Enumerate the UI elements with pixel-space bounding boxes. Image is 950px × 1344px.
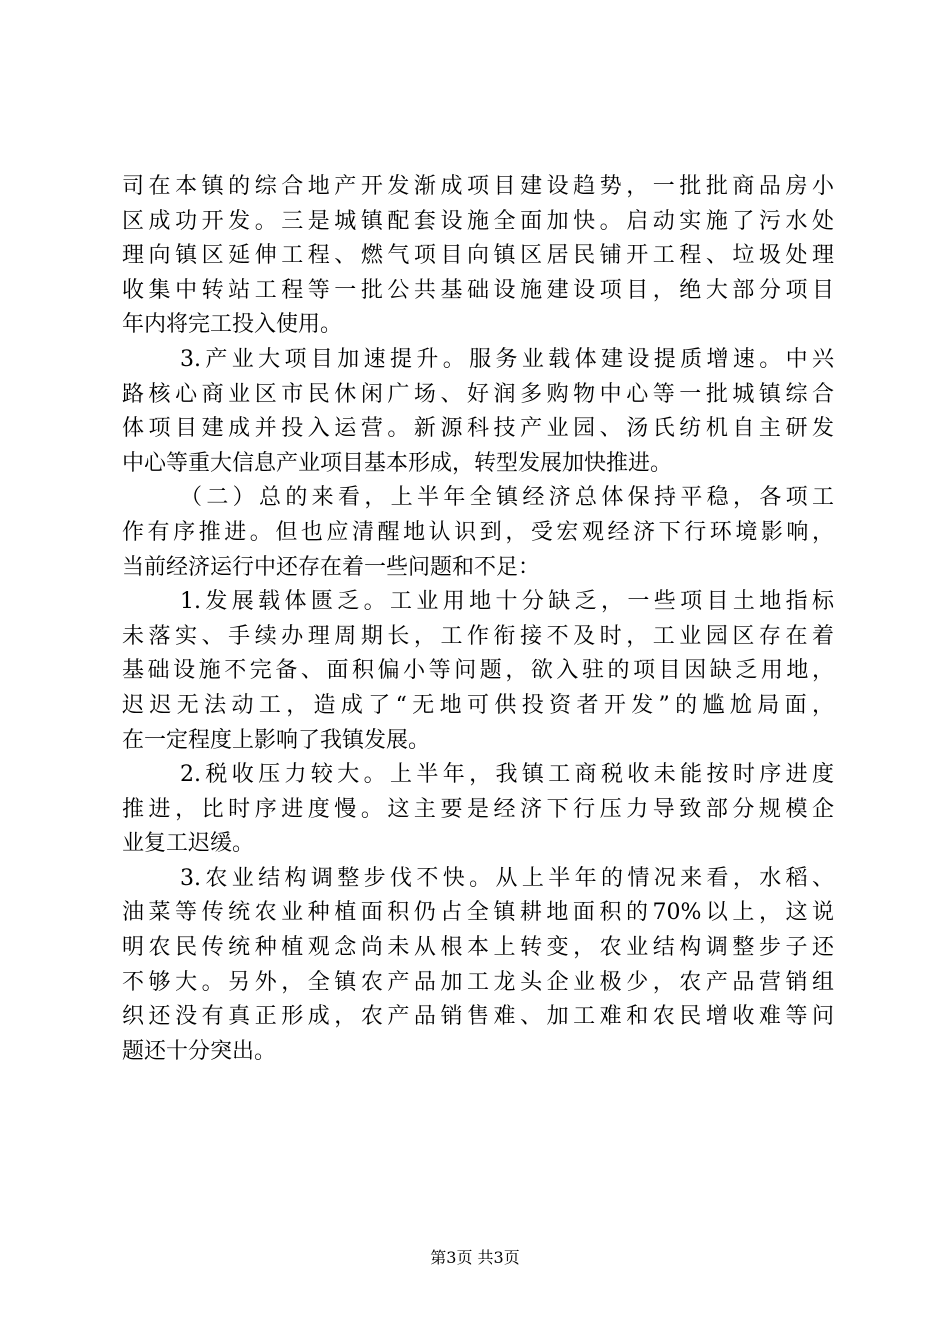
text-line: 迟迟无法动工，造成了“无地可供投资者开发”的尴尬局面， xyxy=(122,692,834,718)
paragraph-start-line: （二）总的来看，上半年全镇经济总体保持平稳，各项工 xyxy=(180,485,834,511)
text-line: 明农民传统种植观念尚未从根本上转变，农业结构调整步子还 xyxy=(122,935,834,961)
page-number-footer: 第3页 共3页 xyxy=(430,1248,520,1267)
paragraph-start-line: 2.税收压力较大。上半年，我镇工商税收未能按时序进度 xyxy=(180,762,834,788)
text-line: 体项目建成并投入运营。新源科技产业园、汤氏纺机自主研发 xyxy=(122,416,834,442)
text-line: 不够大。另外，全镇农产品加工龙头企业极少，农产品营销组 xyxy=(122,969,834,995)
text-line: 业复工迟缓。 xyxy=(122,831,255,857)
text-line: 在一定程度上影响了我镇发展。 xyxy=(122,727,431,753)
text-line: 题还十分突出。 xyxy=(122,1038,277,1064)
text-line: 收集中转站工程等一批公共基础设施建设项目，绝大部分项目 xyxy=(122,277,834,303)
text-line: 路核心商业区市民休闲广场、好润多购物中心等一批城镇综合 xyxy=(122,381,834,407)
text-line: 中心等重大信息产业项目基本形成，转型发展加快推进。 xyxy=(122,450,673,476)
text-line: 推进，比时序进度慢。这主要是经济下行压力导致部分规模企 xyxy=(122,796,834,822)
text-line: 油菜等传统农业种植面积仍占全镇耕地面积的70%以上，这说 xyxy=(122,900,834,926)
text-line: 基础设施不完备、面积偏小等问题，欲入驻的项目因缺乏用地， xyxy=(122,658,834,684)
text-line: 司在本镇的综合地产开发渐成项目建设趋势，一批批商品房小 xyxy=(122,174,834,199)
text-line: 区成功开发。三是城镇配套设施全面加快。启动实施了污水处 xyxy=(122,208,834,234)
text-line: 织还没有真正形成，农产品销售难、加工难和农民增收难等问 xyxy=(122,1004,834,1030)
text-line: 年内将完工投入使用。 xyxy=(122,312,343,338)
paragraph-start-line: 3.产业大项目加速提升。服务业载体建设提质增速。中兴 xyxy=(180,346,834,372)
document-body xyxy=(122,170,834,1069)
text-line: 理向镇区延伸工程、燃气项目向镇区居民铺开工程、垃圾处理 xyxy=(122,243,834,269)
paragraph-start-line: 3.农业结构调整步伐不快。从上半年的情况来看，水稻、 xyxy=(180,865,834,891)
paragraph-start-line: 1.发展载体匮乏。工业用地十分缺乏，一些项目土地指标 xyxy=(180,589,834,615)
text-line: 未落实、手续办理周期长，工作衔接不及时，工业园区存在着 xyxy=(122,623,834,649)
text-line: 作有序推进。但也应清醒地认识到，受宏观经济下行环境影响， xyxy=(122,519,834,545)
text-line: 当前经济运行中还存在着一些问题和不足： xyxy=(122,554,541,580)
